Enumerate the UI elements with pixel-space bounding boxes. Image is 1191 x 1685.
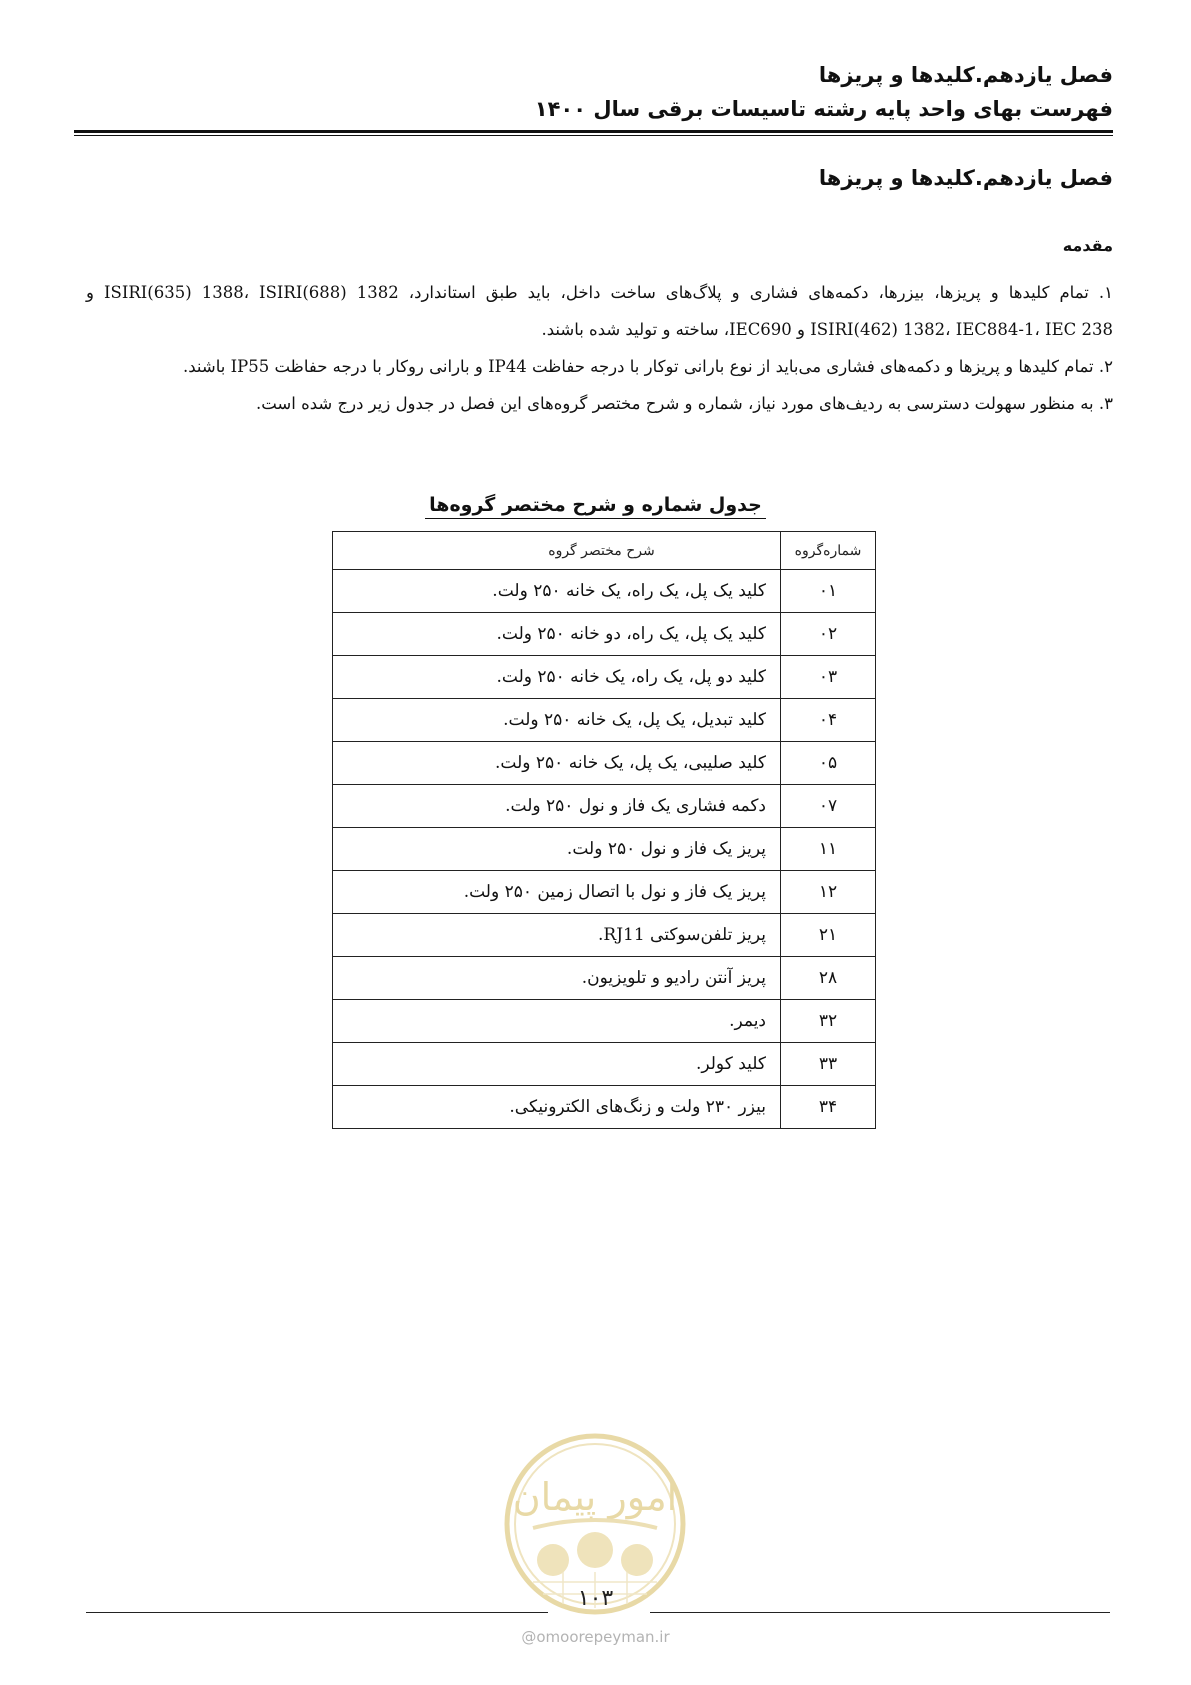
chapter-title: فصل یازدهم.کلیدها و پریزها [818, 166, 1113, 190]
groups-table [332, 531, 876, 1129]
intro-item: ۳. به منظور سهولت دسترسی به ردیف‌های مورد نیاز، شماره و شرح مختصر گروه‌های این فصل در جدول زیر درج شده است. [255, 394, 1113, 413]
group-description: بیزر ۲۳۰ ولت و زنگ‌های الکترونیکی. [333, 1086, 781, 1129]
table-row [333, 871, 876, 914]
table-row [333, 570, 876, 613]
group-number: ۱۱ [781, 828, 876, 871]
group-description: کلید دو پل، یک راه، یک خانه ۲۵۰ ولت. [333, 656, 781, 699]
group-description: پریز یک فاز و نول با اتصال زمین ۲۵۰ ولت. [333, 871, 781, 914]
table-caption-wrap [0, 494, 1191, 519]
group-description: کلید یک پل، یک راه، دو خانه ۲۵۰ ولت. [333, 613, 781, 656]
table-row [333, 613, 876, 656]
watermark-text: امور پیمان [512, 1475, 678, 1519]
group-number: ۲۸ [781, 957, 876, 1000]
group-description: پریز یک فاز و نول ۲۵۰ ولت. [333, 828, 781, 871]
header-number: شماره‌گروه [781, 532, 876, 570]
group-number: ۳۲ [781, 1000, 876, 1043]
watermark-gears [537, 1532, 653, 1576]
table-row [333, 914, 876, 957]
group-number: ۱۲ [781, 871, 876, 914]
watermark-swoosh [533, 1520, 657, 1528]
table-row [333, 1086, 876, 1129]
intro-paragraphs [86, 274, 1113, 422]
table-row [333, 742, 876, 785]
group-number: ۳۴ [781, 1086, 876, 1129]
intro-heading: مقدمه [1062, 236, 1113, 255]
table-row [333, 1000, 876, 1043]
group-description: کلید صلیبی، یک پل، یک خانه ۲۵۰ ولت. [333, 742, 781, 785]
group-description: دکمه فشاری یک فاز و نول ۲۵۰ ولت. [333, 785, 781, 828]
header-chapter-title: فصل یازدهم.کلیدها و پریزها [818, 63, 1113, 87]
group-number: ۰۷ [781, 785, 876, 828]
group-number: ۰۲ [781, 613, 876, 656]
website-watermark: @omoorepeyman.ir [521, 1628, 670, 1646]
group-description: پریز تلفن‌سوکتی RJ11. [333, 914, 781, 957]
group-number: ۲۱ [781, 914, 876, 957]
table-row [333, 785, 876, 828]
table-row [333, 656, 876, 699]
intro-item: ۱. تمام کلیدها و پریزها، بیزرها، دکمه‌های فشاری و پلاگ‌های ساخت داخل، باید طبق استاندارد، ISIRI(635) 1388، ISIRI(688) 1382 و ISIRI(462) 1382، IEC884-1، IEC 238 و IEC690، ساخته و تولید شده باشند. [86, 283, 1113, 339]
page-header [73, 58, 1113, 126]
header-rule-thin [74, 135, 1113, 136]
table-row [333, 828, 876, 871]
group-number: ۳۳ [781, 1043, 876, 1086]
footer-rule-right [650, 1612, 1110, 1613]
group-description: کلید یک پل، یک راه، یک خانه ۲۵۰ ولت. [333, 570, 781, 613]
group-description: کلید کولر. [333, 1043, 781, 1086]
table-row [333, 699, 876, 742]
header-rule-thick [74, 130, 1113, 133]
header-document-title: فهرست بهای واحد پایه رشته تاسیسات برقی سال ۱۴۰۰ [534, 97, 1113, 121]
table-row [333, 957, 876, 1000]
group-description: پریز آنتن رادیو و تلویزیون. [333, 957, 781, 1000]
header-description: شرح مختصر گروه [333, 532, 781, 570]
group-description: دیمر. [333, 1000, 781, 1043]
group-number: ۰۳ [781, 656, 876, 699]
group-number: ۰۴ [781, 699, 876, 742]
footer-rule-left [86, 1612, 548, 1613]
table-row [333, 1043, 876, 1086]
group-number: ۰۱ [781, 570, 876, 613]
group-number: ۰۵ [781, 742, 876, 785]
group-description: کلید تبدیل، یک پل، یک خانه ۲۵۰ ولت. [333, 699, 781, 742]
table-header-row [333, 532, 876, 570]
table-caption: جدول شماره و شرح مختصر گروه‌ها [425, 494, 766, 519]
intro-item: ۲. تمام کلیدها و پریزها و دکمه‌های فشاری می‌باید از نوع بارانی توکار با درجه حفاظت IP44 و بارانی روکار با درجه حفاظت IP55 باشند. [183, 357, 1113, 376]
page-number: ۱۰۳ [577, 1586, 614, 1611]
